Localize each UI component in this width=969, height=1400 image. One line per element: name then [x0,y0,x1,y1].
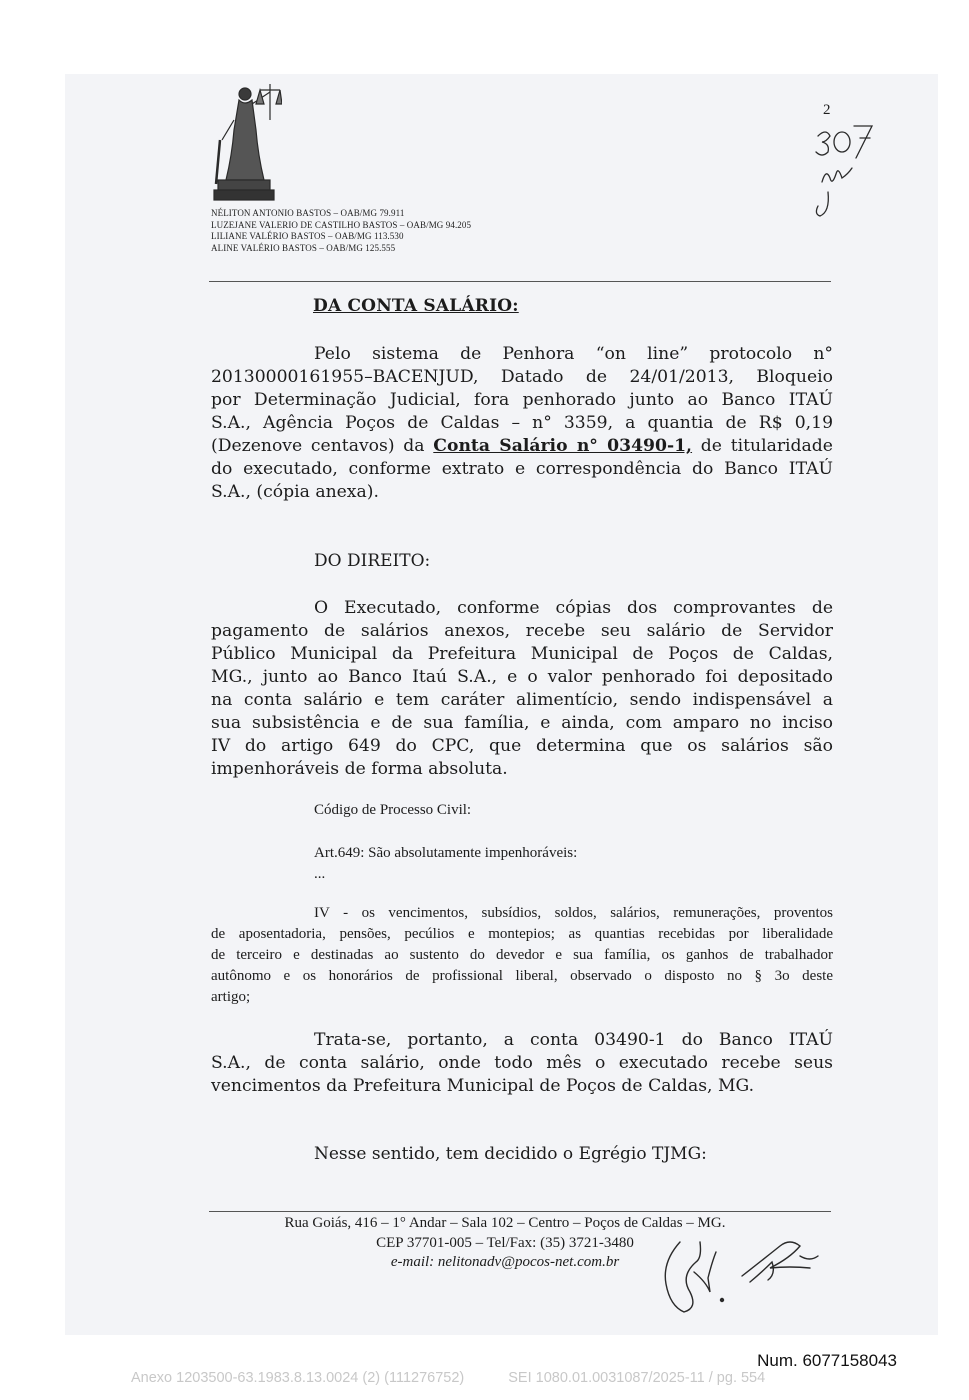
header-divider [209,281,831,282]
text-line: Público Municipal da Prefeitura Municipal de Poços de Caldas, [211,644,833,664]
text-line: por Determinação Judicial, fora penhorado junto ao Banco ITAÚ [211,390,833,410]
quote-line: autônomo e os honorários de profissional liberal, observado o disposto no § 3o deste [211,968,833,984]
text-line: 20130000161955–BACENJUD, Datado de 24/01/2013, Bloqueio [211,367,833,387]
code-label: Código de Processo Civil: [314,802,472,818]
text-line: na conta salário e tem caráter alimentício, sendo indispensável a [211,690,833,710]
text-line: pagamento de salários anexos, recebe seu salário de Servidor [211,621,833,641]
address-line: Rua Goiás, 416 – 1° Andar – Sala 102 – Centro – Poços de Caldas – MG. [284,1215,726,1231]
text-line [211,435,833,458]
text-span: de titularidade [692,436,833,456]
annex-stamp [131,1370,805,1386]
quote-line: artigo; [211,989,251,1005]
sei-reference: SEI 1080.01.0031087/2025-11 / pg. 554 [508,1370,766,1386]
cep-phone-line: CEP 37701-005 – Tel/Fax: (35) 3721-3480 [376,1234,634,1251]
article-title: Art.649: São absolutamente impenhoráveis: [314,845,578,861]
quote-line: de aposentadoria, pensões, pecúlios e montepios; as quantias recebidas por liberalidade [211,926,833,942]
text-line: IV do artigo 649 do CPC, que determina que os salários são [211,736,833,756]
lawyer-line: LUZEJANE VALERIO DE CASTILHO BASTOS – OAB/MG 94.205 [211,219,472,230]
text-line: do executado, conforme extrato e correspondência do Banco ITAÚ [211,459,833,479]
text-line: O Executado, conforme cópias dos comprovantes de [314,598,833,618]
quote-line: IV - os vencimentos, subsídios, soldos, salários, remunerações, proventos [314,905,833,921]
lawyer-line: LILIANE VALÉRIO BASTOS – OAB/MG 113.530 [211,231,404,241]
ellipsis: ... [314,866,326,882]
lawyers-list [211,208,471,254]
quote-line: de terceiro e destinadas ao sustento do devedor e sua família, os ganhos de trabalhador [211,947,833,963]
text-line: vencimentos da Prefeitura Municipal de Poços de Caldas, MG. [211,1076,755,1096]
text-line: sua subsistência e de sua família, e ainda, com amparo no inciso [211,713,833,733]
page-number: 2 [823,102,831,118]
text-line: S.A., de conta salário, onde todo mês o executado recebe seus [211,1053,833,1073]
email-line: e-mail: nelitonadv@pocos-net.com.br [390,1254,620,1270]
text-line: impenhoráveis de forma absoluta. [211,759,508,779]
article-quote [211,903,833,1008]
footer-divider [209,1211,831,1212]
paragraph-direito [211,597,833,781]
text-line: S.A., (cópia anexa). [211,482,379,502]
annex-reference: Anexo 1203500-63.1983.8.13.0024 (2) (111276752) [131,1370,465,1386]
text-span: (Dezenove centavos) da [211,436,434,456]
lawyer-line: ALINE VALÉRIO BASTOS – OAB/MG 125.555 [211,242,396,253]
lawyer-line: NÉLITON ANTONIO BASTOS – OAB/MG 79.911 [211,208,405,218]
account-reference: Conta Salário n° 03490-1, [433,436,693,456]
section-heading-direito: DO DIREITO: [314,551,431,571]
closing-sentence: Nesse sentido, tem decidido o Egrégio TJMG: [314,1144,707,1164]
lady-justice-logo [212,80,282,202]
text-line: Pelo sistema de Penhora “on line” protocolo n° [314,344,833,364]
text-line: Trata-se, portanto, a conta 03490-1 do Banco ITAÚ [314,1030,833,1050]
section-heading-conta-salario: DA CONTA SALÁRIO: [313,296,519,316]
handwritten-folio-mark [808,112,878,222]
text-line: S.A., Agência Poços de Caldas – n° 3359, a quantia de R$ 0,19 [211,413,833,433]
document-number: Num. 6077158043 [757,1351,897,1370]
handwritten-signatures [650,1222,830,1322]
text-line: MG., junto ao Banco Itaú S.A., e o valor penhorado foi depositado [211,667,833,687]
paragraph-conta-salario [211,343,833,504]
paragraph-conta [211,1029,833,1098]
